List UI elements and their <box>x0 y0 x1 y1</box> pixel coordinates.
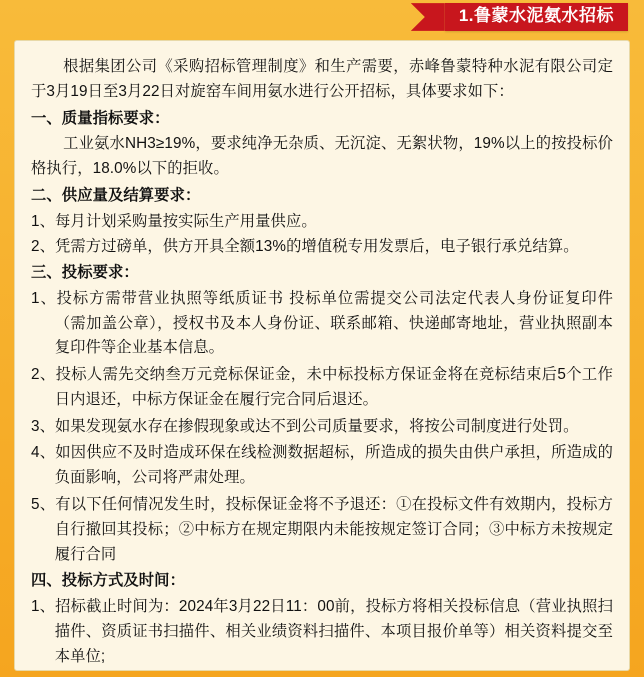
document-title: 1.鲁蒙水泥氨水招标 <box>458 6 614 26</box>
section-heading-method: 四、投标方式及时间： <box>31 572 185 590</box>
list-item-supply-2: 2、凭需方过磅单，供方开具全额13%的增值税专用发票后，电子银行承兑结算。 <box>31 238 579 256</box>
list-item-bidding-4: 4、如因供应不及时造成环保在线检测数据超标，所造成的损失由供户承担，所造成的负面影响，公司将严肃处理。 <box>31 444 613 487</box>
section-heading-supply: 二、供应量及结算要求： <box>31 186 201 204</box>
paragraph-intro: 根据集团公司《采购招标管理制度》和生产需要，赤峰鲁蒙特种水泥有限公司定于3月19日至3月22日对旋窑车间用氨水进行公开招标，具体要求如下： <box>31 58 613 100</box>
list-item-supply-1: 1、每月计划采购量按实际生产用量供应。 <box>31 212 317 230</box>
list-item-bidding-3: 3、如果发现氨水存在掺假现象或达不到公司质量要求，将按公司制度进行处罚。 <box>31 417 579 435</box>
document-header <box>0 0 644 34</box>
section-heading-quality: 一、质量指标要求： <box>31 109 170 127</box>
document-body <box>14 40 630 671</box>
paragraph-quality-detail: 工业氨水NH3≥19%，要求纯净无杂质、无沉淀、无絮状物，19%以上的按投标价格执行，18.0%以下的拒收。 <box>31 135 613 178</box>
document-title-ribbon <box>445 3 628 31</box>
section-heading-bidding: 三、投标要求： <box>31 264 139 282</box>
list-item-bidding-5: 5、有以下任何情况发生时，投标保证金将不予退还：①在投标文件有效期内，投标方自行撤回其投标；②中标方在规定期限内未能按规定签订合同；③中标方未按规定履行合同 <box>31 496 613 563</box>
list-item-bidding-2: 2、投标人需先交纳叁万元竞标保证金，未中标投标方保证金将在竞标结束后5个工作日内退还，中标方保证金在履行完合同后退还。 <box>31 366 613 408</box>
list-item-bidding-1: 1、投标方需带营业执照等纸质证书 投标单位需提交公司法定代表人身份证复印件（需加盖公章），授权书及本人身份证、联系邮箱、快递邮寄地址，营业执照副本复印件等企业基本信息。 <box>31 289 613 357</box>
list-item-method-1: 1、招标截止时间为：2024年3月22日11：00前，投标方将相关投标信息（营业执照扫描件、资质证书扫描件、相关业绩资料扫描件、本项目报价单等）相关资料提交至本单位; <box>31 598 613 665</box>
